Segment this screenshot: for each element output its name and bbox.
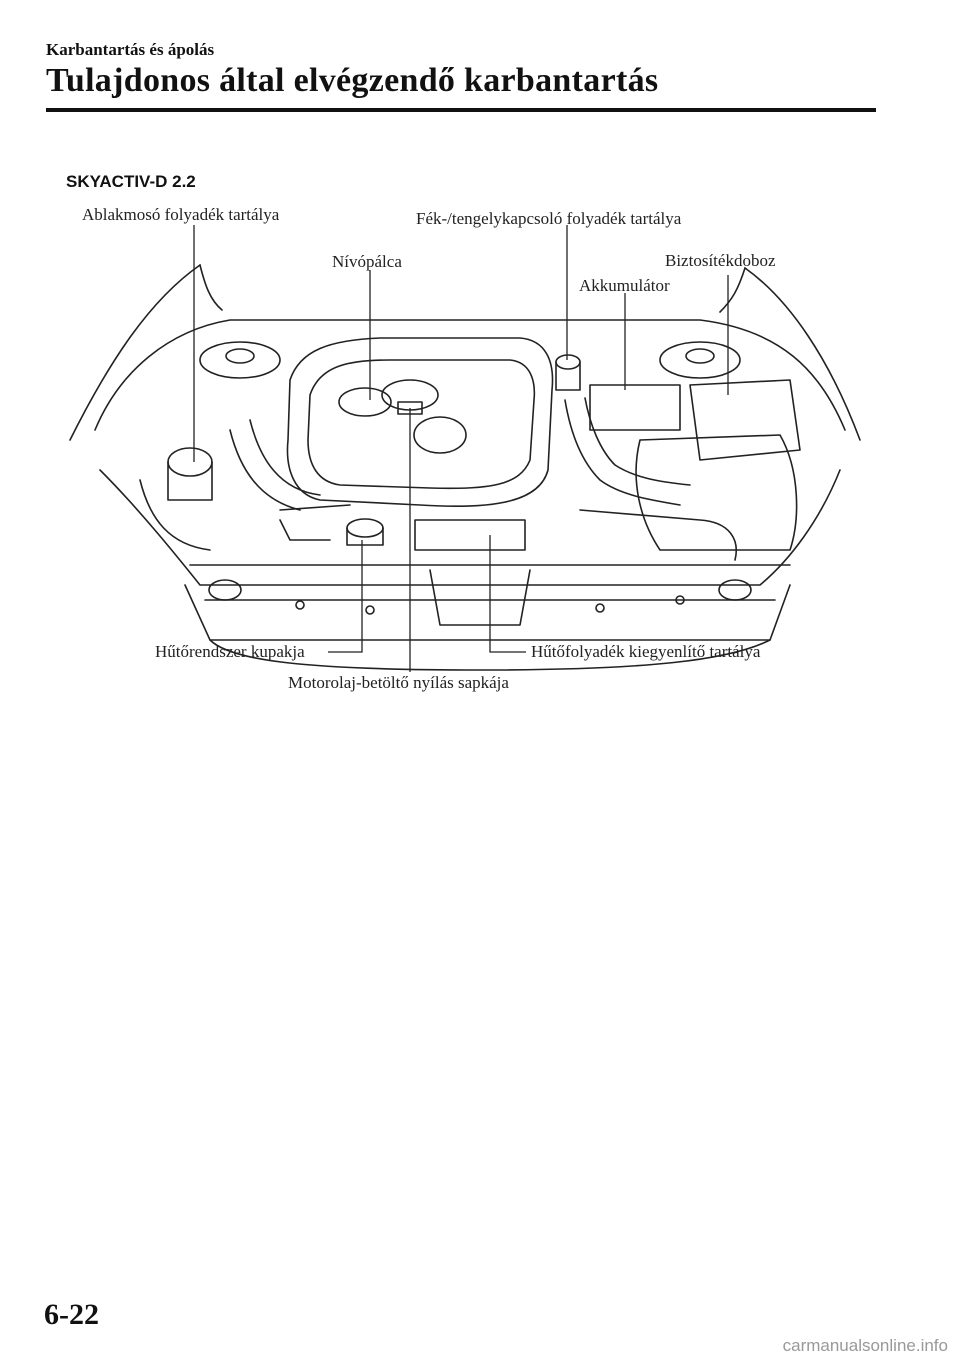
callout-radiator-cap: Hűtőrendszer kupakja [155, 642, 305, 661]
engine-variant-label: SKYACTIV-D 2.2 [66, 172, 196, 191]
callout-brake-reservoir: Fék-/tengelykapcsoló folyadék tartálya [416, 209, 682, 228]
callout-battery: Akkumulátor [579, 276, 670, 295]
page-title: Tulajdonos által elvégzendő karbantartás [46, 62, 659, 99]
callout-fuse-box: Biztosítékdoboz [665, 251, 776, 270]
section-label: Karbantartás és ápolás [46, 40, 215, 59]
callout-oil-filler-cap: Motorolaj-betöltő nyílás sapkája [288, 673, 509, 692]
page-number: 6-22 [44, 1298, 99, 1331]
watermark: carmanualsonline.info [782, 1336, 948, 1355]
callout-coolant-reservoir: Hűtőfolyadék kiegyenlítő tartálya [531, 642, 761, 661]
callout-dipstick: Nívópálca [332, 252, 402, 271]
callout-washer-tank: Ablakmosó folyadék tartálya [82, 205, 280, 224]
